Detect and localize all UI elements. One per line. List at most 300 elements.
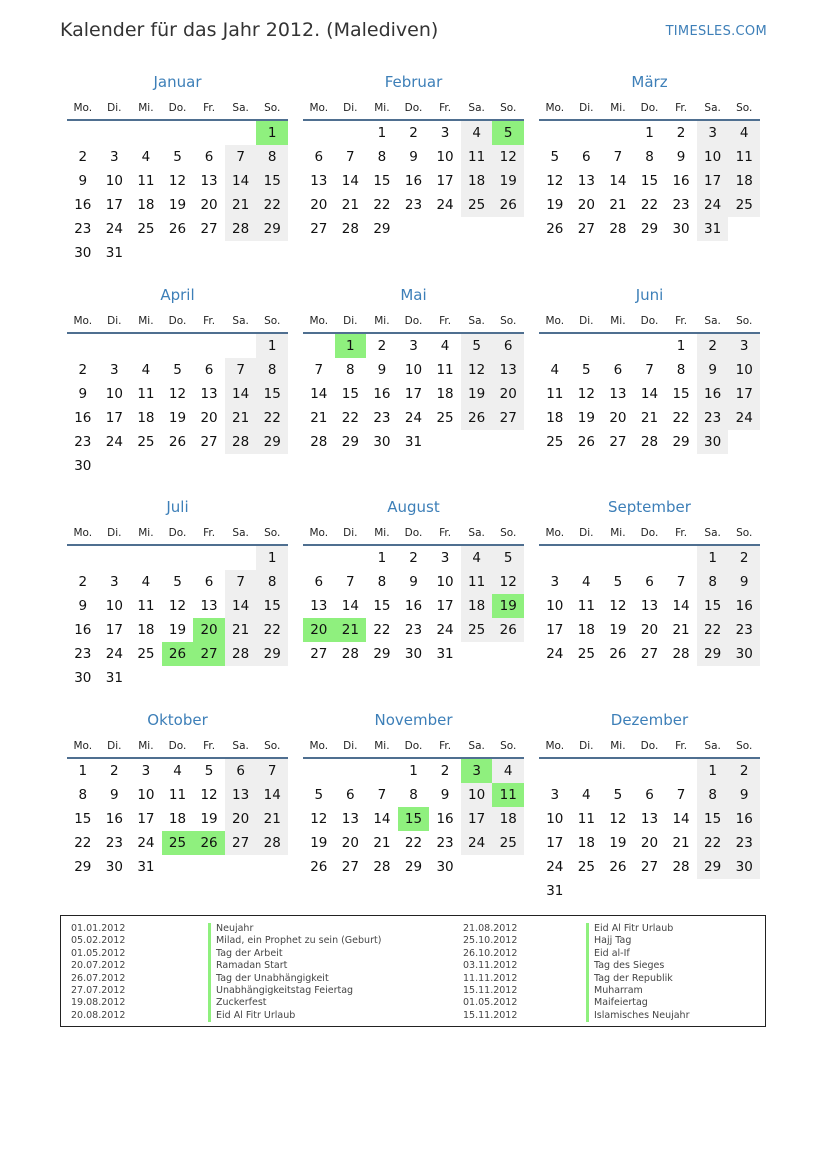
- day-cell: 22: [697, 831, 729, 855]
- day-cell: 15: [697, 594, 729, 618]
- day-cell: 31: [546, 883, 564, 899]
- day-cell: 13: [492, 358, 524, 382]
- day-cell: 21: [256, 807, 288, 831]
- holiday-name: Tag der Arbeit: [208, 948, 283, 960]
- day-cell: 2: [440, 763, 450, 779]
- day-cell: 1: [256, 334, 288, 358]
- day-cell: 7: [256, 759, 288, 783]
- day-cell: 10: [546, 598, 564, 614]
- day-cell: 9: [728, 783, 760, 807]
- day-cell: 4: [461, 546, 493, 570]
- day-cell: 11: [461, 145, 493, 169]
- day-cell: 27: [341, 859, 359, 875]
- weekday-label: Fr.: [675, 740, 688, 752]
- day-cell: 28: [373, 859, 391, 875]
- day-cell: 15: [640, 173, 659, 189]
- weekday-label: Fr.: [675, 527, 688, 539]
- day-cell: 13: [225, 783, 257, 807]
- day-cell: 11: [436, 362, 454, 378]
- weekday-label: Sa.: [468, 740, 485, 752]
- day-cell: 6: [645, 574, 654, 590]
- weekday-label: Di.: [343, 102, 358, 114]
- holiday-day-cell: 15: [398, 807, 430, 831]
- day-cell: 2: [78, 362, 88, 378]
- holiday-date: 27.07.2012: [71, 985, 126, 996]
- day-cell: 1: [409, 763, 418, 779]
- holiday-day-cell: 20: [193, 618, 225, 642]
- day-cell: 20: [200, 410, 218, 426]
- weekday-label: Mi.: [374, 315, 390, 327]
- day-cell: 6: [346, 787, 355, 803]
- day-cell: 28: [225, 217, 257, 241]
- day-cell: 8: [78, 787, 88, 803]
- holiday-date: 11.11.2012: [463, 972, 518, 984]
- weekday-header: [303, 522, 524, 546]
- day-cell: 21: [341, 197, 359, 213]
- day-cell: 13: [200, 598, 218, 614]
- day-cell: 25: [137, 646, 155, 662]
- weekday-label: Sa.: [704, 527, 721, 539]
- weekday-label: So.: [264, 315, 281, 327]
- day-cell: 17: [461, 807, 493, 831]
- day-cell: 8: [256, 145, 288, 169]
- day-cell: 17: [105, 410, 123, 426]
- day-cell: 21: [640, 410, 659, 426]
- day-cell: 8: [676, 362, 686, 378]
- day-cell: 19: [310, 835, 328, 851]
- day-cell: 24: [105, 434, 123, 450]
- day-cell: 23: [74, 221, 92, 237]
- day-cell: 13: [640, 598, 659, 614]
- day-cell: 5: [613, 787, 623, 803]
- day-cell: 29: [404, 859, 423, 875]
- weekday-label: So.: [264, 527, 281, 539]
- weekday-header: [67, 97, 288, 121]
- day-cell: 20: [609, 410, 627, 426]
- day-cell: 2: [676, 125, 686, 141]
- day-cell: 27: [577, 221, 595, 237]
- day-cell: 28: [310, 434, 328, 450]
- weekday-label: Di.: [579, 527, 594, 539]
- weekday-label: Di.: [107, 102, 122, 114]
- day-cell: 7: [225, 358, 257, 382]
- day-cell: 26: [577, 434, 595, 450]
- day-cell: 9: [110, 787, 119, 803]
- day-cell: 18: [728, 169, 760, 193]
- day-cell: 2: [409, 125, 418, 141]
- day-cell: 4: [141, 574, 151, 590]
- day-cell: 10: [105, 173, 123, 189]
- day-cell: 5: [582, 362, 591, 378]
- weekday-label: Mi.: [138, 102, 154, 114]
- weekday-label: Mo.: [73, 102, 93, 114]
- day-cell: 12: [492, 570, 524, 594]
- day-cell: 8: [256, 570, 288, 594]
- day-cell: 5: [173, 574, 182, 590]
- day-cell: 27: [225, 831, 257, 855]
- month-name: Januar: [153, 73, 202, 91]
- day-cell: 19: [461, 382, 493, 406]
- day-cell: 8: [346, 362, 355, 378]
- day-cell: 16: [74, 197, 92, 213]
- day-cell: 20: [640, 835, 659, 851]
- weekday-label: Mo.: [309, 527, 329, 539]
- holiday-day-cell: 19: [492, 594, 524, 618]
- day-cell: 17: [137, 811, 155, 827]
- day-cell: 22: [404, 835, 423, 851]
- day-cell: 30: [373, 434, 391, 450]
- day-cell: 13: [200, 173, 218, 189]
- weekday-label: Do.: [640, 315, 659, 327]
- weekday-label: Do.: [404, 315, 423, 327]
- weekday-label: Fr.: [675, 315, 688, 327]
- day-cell: 2: [728, 759, 760, 783]
- day-cell: 25: [492, 831, 524, 855]
- day-cell: 14: [225, 169, 257, 193]
- day-cell: 25: [137, 434, 155, 450]
- day-cell: 5: [492, 546, 524, 570]
- weekday-label: Sa.: [232, 527, 249, 539]
- day-cell: 29: [341, 434, 359, 450]
- day-cell: 2: [409, 550, 418, 566]
- day-cell: 13: [341, 811, 359, 827]
- day-cell: 15: [672, 386, 690, 402]
- day-cell: 23: [672, 197, 690, 213]
- day-cell: 16: [672, 173, 690, 189]
- day-cell: 16: [74, 410, 92, 426]
- day-cell: 26: [461, 406, 493, 430]
- weekday-label: Do.: [640, 527, 659, 539]
- day-cell: 10: [105, 386, 123, 402]
- day-cell: 6: [314, 574, 324, 590]
- day-cell: 8: [377, 574, 387, 590]
- day-cell: 29: [256, 217, 288, 241]
- day-cell: 18: [137, 197, 155, 213]
- day-cell: 5: [314, 787, 324, 803]
- day-cell: 12: [200, 787, 218, 803]
- day-cell: 14: [310, 386, 328, 402]
- holiday-date: 25.10.2012: [463, 935, 518, 947]
- weekday-label: Mi.: [374, 740, 390, 752]
- day-cell: 19: [200, 811, 218, 827]
- day-cell: 7: [645, 362, 654, 378]
- holiday-date: 03.11.2012: [463, 960, 518, 972]
- weekday-header: [539, 310, 760, 334]
- day-cell: 7: [346, 149, 355, 165]
- day-cell: 26: [546, 221, 564, 237]
- day-cell: 22: [341, 410, 359, 426]
- weekday-label: So.: [736, 315, 753, 327]
- day-cell: 8: [409, 787, 418, 803]
- weekday-label: Mi.: [374, 527, 390, 539]
- weekday-header: [303, 310, 524, 334]
- day-cell: 3: [550, 787, 560, 803]
- day-cell: 27: [492, 406, 524, 430]
- month-name: März: [631, 73, 668, 91]
- month-name: Mai: [400, 286, 427, 304]
- day-cell: 16: [728, 807, 760, 831]
- day-cell: 9: [409, 149, 418, 165]
- day-cell: 20: [200, 197, 218, 213]
- weekday-label: Mo.: [545, 102, 565, 114]
- weekday-label: Fr.: [675, 102, 688, 114]
- day-cell: 9: [78, 173, 88, 189]
- day-cell: 19: [577, 410, 595, 426]
- day-cell: 18: [546, 410, 564, 426]
- day-cell: 25: [577, 859, 595, 875]
- holiday-day-cell: 20: [303, 618, 335, 642]
- day-cell: 12: [168, 173, 187, 189]
- brand-link[interactable]: TIMESLES.COM: [665, 24, 767, 39]
- weekday-label: So.: [500, 527, 517, 539]
- day-cell: 30: [728, 642, 760, 666]
- day-cell: 11: [137, 598, 155, 614]
- weekday-label: Mi.: [138, 740, 154, 752]
- weekday-label: So.: [736, 102, 753, 114]
- day-cell: 22: [640, 197, 659, 213]
- month-name: Juli: [166, 498, 189, 516]
- weekday-label: Do.: [168, 740, 187, 752]
- day-cell: 28: [672, 859, 690, 875]
- day-cell: 26: [492, 193, 524, 217]
- day-cell: 25: [436, 410, 454, 426]
- day-cell: 13: [310, 598, 328, 614]
- weekday-label: Mo.: [73, 740, 93, 752]
- day-cell: 24: [105, 646, 123, 662]
- day-cell: 17: [697, 169, 729, 193]
- holiday-date: 21.08.2012: [463, 923, 518, 934]
- day-cell: 25: [137, 221, 155, 237]
- weekday-label: So.: [264, 102, 281, 114]
- day-cell: 15: [74, 811, 92, 827]
- weekday-label: Do.: [168, 102, 187, 114]
- day-cell: 2: [78, 574, 88, 590]
- day-cell: 17: [436, 173, 454, 189]
- day-cell: 29: [640, 221, 659, 237]
- day-cell: 3: [409, 338, 418, 354]
- holiday-day-cell: 21: [335, 618, 367, 642]
- day-cell: 3: [110, 362, 119, 378]
- day-cell: 18: [461, 169, 493, 193]
- day-cell: 20: [341, 835, 359, 851]
- day-cell: 9: [697, 358, 729, 382]
- weekday-header: [67, 310, 288, 334]
- day-cell: 2: [377, 338, 387, 354]
- weekday-label: Sa.: [468, 315, 485, 327]
- holiday-date: 20.08.2012: [71, 1009, 126, 1021]
- holiday-name: Tag des Sieges: [586, 960, 664, 972]
- weekday-label: Fr.: [203, 102, 216, 114]
- day-cell: 4: [461, 121, 493, 145]
- day-cell: 16: [105, 811, 123, 827]
- day-cell: 10: [436, 574, 454, 590]
- day-cell: 10: [728, 358, 760, 382]
- day-cell: 8: [256, 358, 288, 382]
- day-cell: 22: [74, 835, 92, 851]
- day-cell: 23: [105, 835, 123, 851]
- month-name: April: [160, 286, 195, 304]
- day-cell: 13: [609, 386, 627, 402]
- day-cell: 9: [377, 362, 387, 378]
- day-cell: 4: [492, 759, 524, 783]
- weekday-label: Di.: [107, 315, 122, 327]
- day-cell: 11: [137, 386, 155, 402]
- day-cell: 3: [110, 149, 119, 165]
- day-cell: 12: [546, 173, 564, 189]
- day-cell: 22: [256, 618, 288, 642]
- day-cell: 18: [461, 594, 493, 618]
- day-cell: 11: [461, 570, 493, 594]
- day-cell: 26: [168, 221, 187, 237]
- weekday-label: Mo.: [73, 527, 93, 539]
- day-cell: 6: [204, 362, 214, 378]
- day-cell: 31: [105, 245, 123, 261]
- weekday-label: Do.: [404, 740, 423, 752]
- weekday-header: [303, 735, 524, 759]
- day-cell: 10: [404, 362, 423, 378]
- day-cell: 14: [341, 598, 359, 614]
- day-cell: 11: [137, 173, 155, 189]
- weekday-label: Mi.: [374, 102, 390, 114]
- holiday-date: 05.02.2012: [71, 935, 126, 947]
- weekday-label: Do.: [404, 527, 423, 539]
- day-cell: 9: [676, 149, 686, 165]
- day-cell: 28: [672, 646, 690, 662]
- day-cell: 16: [74, 622, 92, 638]
- day-cell: 28: [609, 221, 627, 237]
- day-cell: 3: [728, 334, 760, 358]
- weekday-label: Mi.: [610, 315, 626, 327]
- day-cell: 13: [640, 811, 659, 827]
- weekday-label: Mi.: [610, 102, 626, 114]
- day-cell: 19: [609, 835, 627, 851]
- day-cell: 29: [672, 434, 690, 450]
- day-cell: 22: [672, 410, 690, 426]
- weekday-header: [303, 97, 524, 121]
- weekday-label: Fr.: [203, 740, 216, 752]
- day-cell: 1: [377, 550, 387, 566]
- day-cell: 2: [697, 334, 729, 358]
- weekday-label: Do.: [640, 102, 659, 114]
- day-cell: 22: [373, 622, 391, 638]
- day-cell: 21: [672, 622, 690, 638]
- day-cell: 10: [546, 811, 564, 827]
- weekday-label: Sa.: [468, 102, 485, 114]
- day-cell: 6: [204, 574, 214, 590]
- weekday-header: [539, 522, 760, 546]
- day-cell: 15: [256, 169, 288, 193]
- day-cell: 7: [225, 570, 257, 594]
- day-cell: 26: [609, 646, 627, 662]
- day-cell: 24: [436, 197, 454, 213]
- holiday-date: 01.01.2012: [71, 923, 126, 934]
- weekday-label: Sa.: [232, 102, 249, 114]
- weekday-label: Mo.: [545, 527, 565, 539]
- day-cell: 17: [546, 622, 564, 638]
- day-cell: 8: [645, 149, 654, 165]
- weekday-label: Di.: [107, 527, 122, 539]
- weekday-label: Di.: [343, 315, 358, 327]
- day-cell: 31: [137, 859, 155, 875]
- day-cell: 12: [310, 811, 328, 827]
- day-cell: 15: [256, 594, 288, 618]
- day-cell: 1: [697, 759, 729, 783]
- day-cell: 17: [436, 598, 454, 614]
- day-cell: 19: [609, 622, 627, 638]
- day-cell: 26: [168, 434, 187, 450]
- day-cell: 28: [341, 646, 359, 662]
- day-cell: 24: [436, 622, 454, 638]
- day-cell: 17: [728, 382, 760, 406]
- weekday-label: Do.: [168, 315, 187, 327]
- day-cell: 27: [640, 859, 659, 875]
- day-cell: 6: [492, 334, 524, 358]
- day-cell: 4: [582, 574, 591, 590]
- day-cell: 29: [697, 642, 729, 666]
- day-cell: 12: [492, 145, 524, 169]
- weekday-label: Di.: [107, 740, 122, 752]
- day-cell: 6: [613, 362, 623, 378]
- day-cell: 24: [404, 410, 423, 426]
- day-cell: 25: [577, 646, 595, 662]
- weekday-label: Di.: [343, 527, 358, 539]
- day-cell: 16: [728, 594, 760, 618]
- day-cell: 12: [168, 386, 187, 402]
- holiday-name: Unabhängigkeitstag Feiertag: [208, 985, 353, 997]
- day-cell: 21: [373, 835, 391, 851]
- day-cell: 27: [640, 646, 659, 662]
- day-cell: 10: [697, 145, 729, 169]
- day-cell: 16: [373, 386, 391, 402]
- holiday-day-cell: 1: [335, 334, 367, 358]
- day-cell: 3: [697, 121, 729, 145]
- month-name: November: [374, 711, 453, 729]
- day-cell: 11: [577, 811, 595, 827]
- day-cell: 17: [546, 835, 564, 851]
- holiday-name: Eid al-If: [586, 948, 630, 960]
- holiday-name: Eid Al Fitr Urlaub: [208, 1010, 295, 1022]
- day-cell: 7: [613, 149, 623, 165]
- day-cell: 1: [676, 338, 686, 354]
- day-cell: 6: [204, 149, 214, 165]
- weekday-label: Mo.: [73, 315, 93, 327]
- day-cell: 30: [105, 859, 123, 875]
- weekday-label: Fr.: [439, 102, 452, 114]
- weekday-header: [67, 735, 288, 759]
- day-cell: 15: [341, 386, 359, 402]
- day-cell: 28: [225, 430, 257, 454]
- day-cell: 25: [546, 434, 564, 450]
- weekday-label: Mo.: [309, 315, 329, 327]
- day-cell: 13: [200, 386, 218, 402]
- day-cell: 9: [409, 574, 418, 590]
- day-cell: 23: [436, 835, 454, 851]
- day-cell: 19: [168, 410, 187, 426]
- weekday-label: So.: [736, 740, 753, 752]
- day-cell: 2: [110, 763, 119, 779]
- day-cell: 18: [492, 807, 524, 831]
- holiday-name: Maifeiertag: [586, 997, 648, 1009]
- day-cell: 22: [256, 406, 288, 430]
- day-cell: 14: [672, 598, 690, 614]
- day-cell: 19: [168, 622, 187, 638]
- day-cell: 8: [377, 149, 387, 165]
- day-cell: 2: [78, 149, 88, 165]
- day-cell: 11: [168, 787, 187, 803]
- day-cell: 4: [141, 149, 151, 165]
- day-cell: 30: [672, 221, 690, 237]
- day-cell: 9: [728, 570, 760, 594]
